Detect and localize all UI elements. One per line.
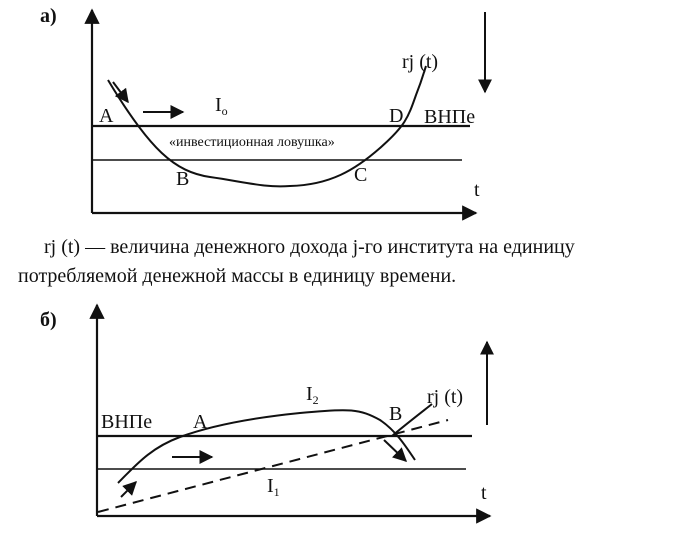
axis-label-t-a: t <box>474 179 480 201</box>
income-label-b-1: $I_1$ <box>267 475 280 499</box>
level-label-b: ВНПе <box>101 411 153 433</box>
panel-label-a: а) <box>40 5 57 27</box>
point-label-a-A: A <box>99 105 114 127</box>
point-label-a-D: D <box>389 105 404 127</box>
rj-curve-b <box>118 410 415 483</box>
diagram-b <box>40 305 490 516</box>
point-label-a-C: C <box>354 164 368 186</box>
trap-label-a: «инвестиционная ловушка» <box>169 135 335 150</box>
curve-label-a: rj (t) <box>402 51 439 73</box>
curve-label-b: rj (t) <box>427 386 464 408</box>
income-label-a: $I_o$ <box>215 94 228 118</box>
diagram-a <box>40 5 485 213</box>
axis-label-t-b: t <box>481 482 487 504</box>
income-label-b-2: $I_2$ <box>306 383 319 407</box>
point-label-a-B: B <box>176 168 190 190</box>
panel-label-b: б) <box>40 309 57 331</box>
caption-line-1: rj (t) — величина денежного дохода j-го института на единицу <box>44 236 575 258</box>
level-label-a: ВНПе <box>424 106 476 128</box>
entry-arrow-b <box>121 482 136 497</box>
point-label-b-B: B <box>389 403 403 425</box>
caption <box>18 233 678 291</box>
caption-line-2: потребляемой денежной массы в единицу времени. <box>18 265 457 287</box>
point-label-b-A: A <box>193 411 208 433</box>
